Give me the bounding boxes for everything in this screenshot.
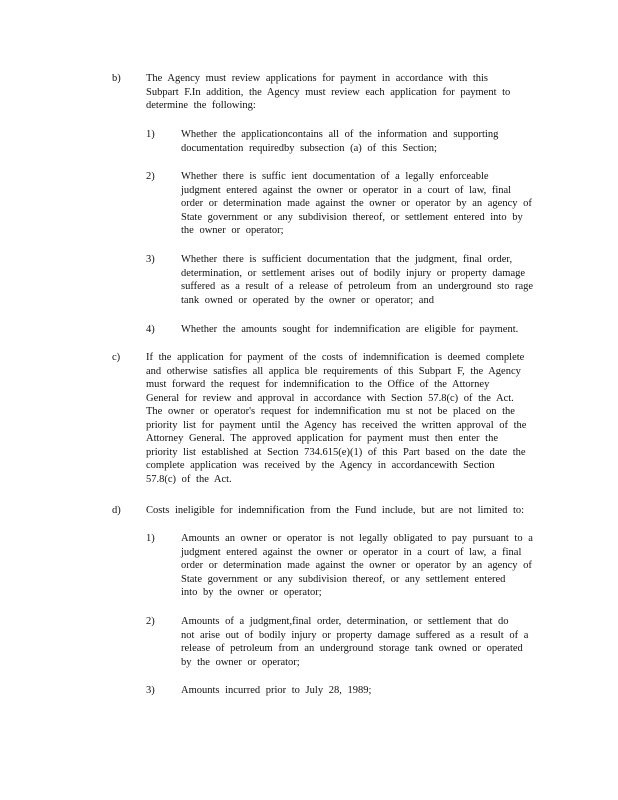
text-line: tank owned or operated by the owner or operator; and — [181, 294, 434, 306]
section-d-label: d) — [112, 505, 121, 516]
text-line: Attorney General. The approved application for payment must then enter the — [146, 433, 498, 444]
text-line: Subpart F.In addition, the Agency must review each application for payment to — [146, 86, 511, 98]
text-line: Amounts an owner or operator is not legally obligated to pay pursuant to a — [181, 533, 533, 544]
item-label: 1) — [146, 533, 155, 544]
text-line: not arise out of bodily injury or property damage suffered as a result of a — [181, 629, 529, 641]
text-line: determination, or settlement arises out of bodily injury or property damage — [181, 267, 526, 279]
section-d-text — [146, 504, 524, 518]
text-line: suffered as a result of a release of petroleum from an underground sto rage — [181, 281, 534, 292]
text-line: If the application for payment of the costs of indemnification is deemed complete — [146, 352, 525, 363]
text-line: complete application was received by the Agency in accordancewith Section — [146, 460, 495, 471]
text-line: Whether the amounts sought for indemnification are eligible for payment. — [181, 324, 519, 335]
text-line: The Agency must review applications for payment in accordance with this — [146, 73, 488, 84]
text-line: General for review and approval in accordance with Section 57.8(c) of the Act. — [146, 392, 514, 404]
text-line: order or determination made against the owner or operator by an agency of — [181, 560, 532, 571]
text-line: Whether there is sufficient documentation that the judgment, final order, — [181, 254, 513, 265]
text-line: Whether the applicationcontains all of the information and supporting — [181, 129, 499, 140]
section-b-text — [146, 72, 510, 113]
item-label: 2) — [146, 171, 155, 182]
section-b-label: b) — [112, 73, 121, 84]
item-text — [181, 615, 528, 669]
item-text — [181, 128, 498, 155]
text-line: documentation requiredby subsection (a) of this Section; — [181, 142, 437, 154]
text-line: Amounts of a judgment,final order, determination, or settlement that do — [181, 616, 509, 627]
text-line: judgment entered against the owner or operator in a court of law, final — [181, 184, 512, 196]
text-line: determine the following: — [146, 100, 256, 111]
item-label: 3) — [146, 685, 155, 696]
text-line: Costs ineligible for indemnification from the Fund include, but are not limited to: — [146, 505, 525, 516]
text-line: Amounts incurred prior to July 28, 1989; — [181, 685, 372, 696]
item-label: 2) — [146, 616, 155, 627]
item-text — [181, 170, 532, 238]
text-line: State government or any subdivision thereof, or any settlement entered — [181, 573, 506, 585]
item-text — [181, 532, 533, 600]
text-line: and otherwise satisfies all applica ble requirements of this Subpart F, the Agency — [146, 365, 521, 377]
item-text — [181, 684, 371, 698]
text-line: priority list for payment until the Agency has received the written approval of the — [146, 419, 527, 431]
text-line: priority list established at Section 734.615(e)(1) of this Part based on the date the — [146, 446, 526, 458]
text-line: release of petroleum from an underground storage tank owned or operated — [181, 643, 523, 654]
text-line: Whether there is suffic ient documentation of a legally enforceable — [181, 171, 489, 182]
text-line: must forward the request for indemnification to the Office of the Attorney — [146, 379, 490, 390]
text-line: order or determination made against the owner or operator by an agency of — [181, 198, 532, 209]
text-line: judgment entered against the owner or operator in a court of law, a final — [181, 546, 522, 558]
text-line: The owner or operator's request for indemnification mu st not be placed on the — [146, 406, 515, 417]
text-line: 57.8(c) of the Act. — [146, 473, 232, 485]
item-label: 4) — [146, 324, 155, 335]
text-line: the owner or operator; — [181, 225, 284, 236]
item-text — [181, 253, 533, 307]
text-line: State government or any subdivision thereof, or settlement entered into by — [181, 211, 523, 223]
item-text — [181, 323, 518, 337]
text-line: by the owner or operator; — [181, 656, 300, 668]
item-label: 1) — [146, 129, 155, 140]
section-c-text — [146, 351, 526, 486]
item-label: 3) — [146, 254, 155, 265]
section-c-label: c) — [112, 352, 121, 363]
text-line: into by the owner or operator; — [181, 587, 322, 598]
